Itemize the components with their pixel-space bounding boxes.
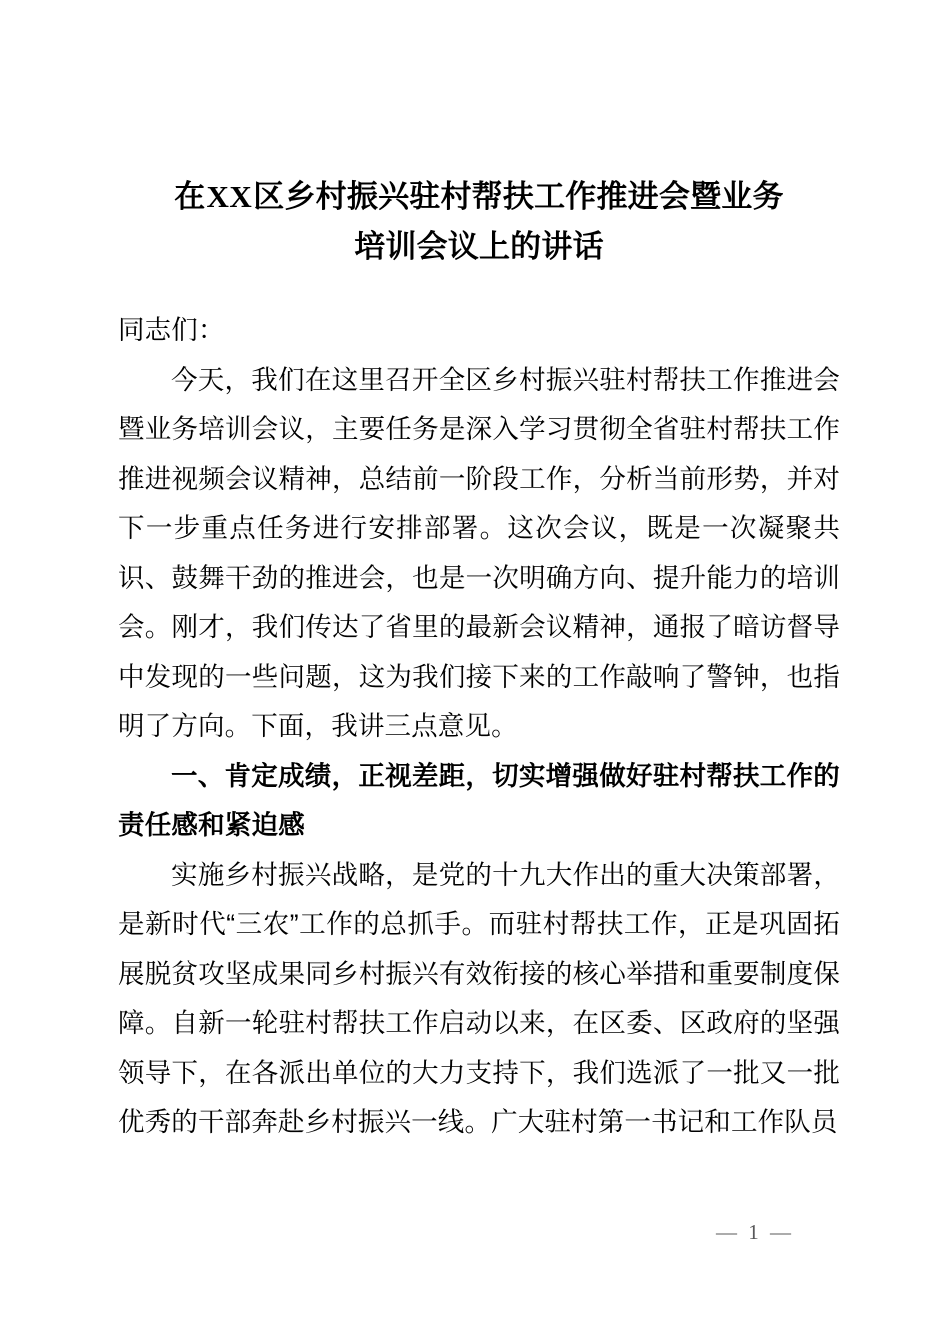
paragraph-section-one-first: 实施乡村振兴战略，是党的十九大作出的重大决策部署，是新时代“三农”工作的总抓手。而驻村帮扶工作，正是巩固拓展脱贫攻坚成果同乡村振兴有效衔接的核心举措和重要制度保障。自新一轮驻村帮扶工作启动以来，在区委、区政府的坚强领导下，在各派出单位的大力支持下，我们选派了一批又一批优秀的干部奔赴乡村振兴一线。广大驻村第一书记和工作队员 — [118, 859, 840, 1137]
salutation: 同志们： — [118, 315, 225, 345]
title-prefix: 在 — [174, 179, 206, 214]
document-content — [118, 0, 840, 1148]
page-number: — 1 — — [716, 1220, 794, 1244]
title-suffix: 区乡村振兴驻村帮扶工作推进会暨业务 — [253, 179, 784, 214]
section-heading-one: 一、肯定成绩，正视差距，切实增强做好驻村帮扶工作的责任感和紧迫感 — [118, 760, 840, 840]
page-title — [118, 0, 840, 272]
document-body — [118, 306, 840, 1148]
title-latin-placeholder: XX — [206, 179, 253, 214]
page-footer — [0, 1218, 950, 1246]
title-line-2: 培训会议上的讲话 — [354, 229, 604, 264]
paragraph-intro: 今天，我们在这里召开全区乡村振兴驻村帮扶工作推进会暨业务培训会议，主要任务是深入学习贯彻全省驻村帮扶工作推进视频会议精神，总结前一阶段工作，分析当前形势，并对下一步重点任务进行安排部署。这次会议，既是一次凝聚共识、鼓舞干劲的推进会，也是一次明确方向、提升能力的培训会。刚才，我们传达了省里的最新会议精神，通报了暗访督导中发现的一些问题，这为我们接下来的工作敲响了警钟，也指明了方向。下面，我讲三点意见。 — [118, 364, 840, 741]
